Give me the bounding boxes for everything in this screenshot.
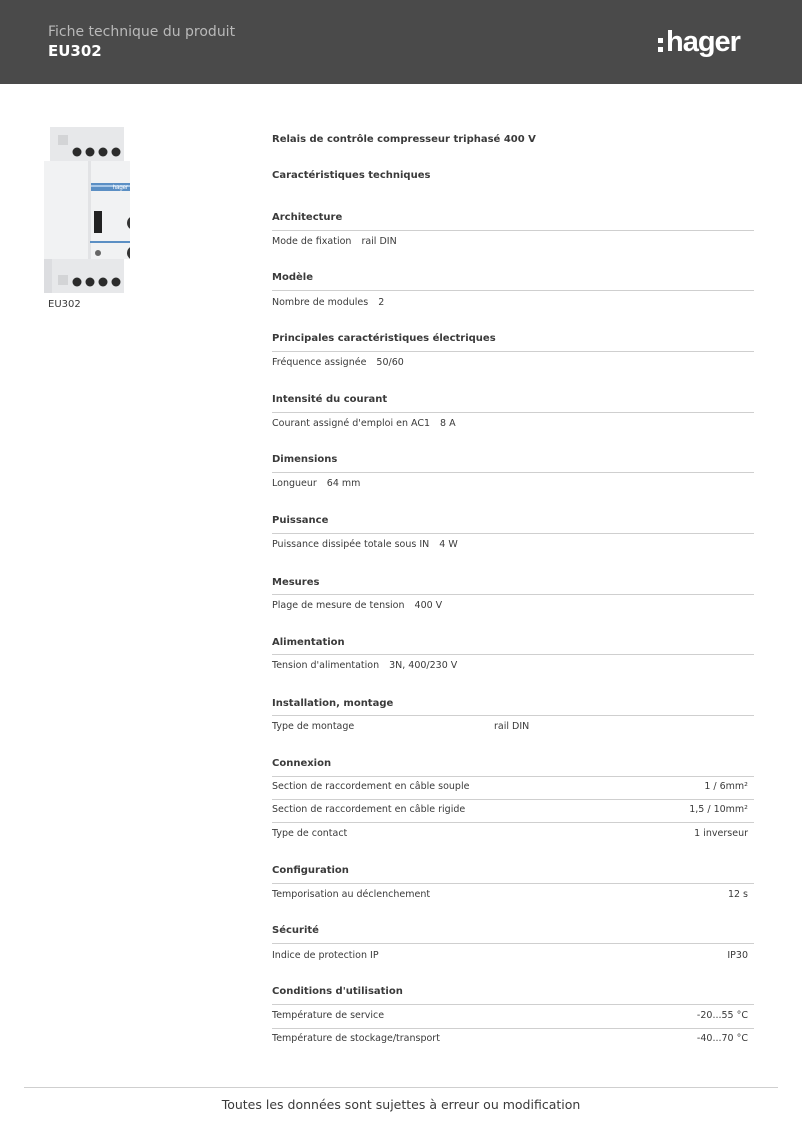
spec-value: 12 s xyxy=(727,889,748,900)
spec-row xyxy=(272,889,754,903)
spec-label: Plage de mesure de tension xyxy=(272,600,405,611)
section-divider xyxy=(272,715,754,716)
spec-label: Courant assigné d'emploi en AC1 xyxy=(272,418,431,429)
section-divider xyxy=(272,230,754,231)
spec-label: Type de montage xyxy=(272,721,355,732)
page-header xyxy=(0,0,802,84)
spec-label: Nombre de modules xyxy=(272,297,369,308)
section-heading: Sécurité xyxy=(272,925,319,936)
section-divider xyxy=(272,533,754,534)
section-divider xyxy=(272,1004,754,1005)
spec-value: -20...55 °C xyxy=(696,1010,748,1021)
row-divider xyxy=(272,799,754,800)
section-heading: Conditions d'utilisation xyxy=(272,986,403,997)
logo-text: hager xyxy=(666,25,740,58)
section-divider xyxy=(272,943,754,944)
spec-label: Tension d'alimentation xyxy=(272,660,380,671)
spec-value: 1 inverseur xyxy=(694,828,748,839)
section-divider xyxy=(272,883,754,884)
spec-row xyxy=(272,721,754,735)
row-divider xyxy=(272,822,754,823)
spec-row xyxy=(272,600,754,614)
section-heading: Puissance xyxy=(272,515,329,526)
footer-disclaimer: Toutes les données sont sujettes à erreur ou modification xyxy=(221,1097,581,1112)
spec-row xyxy=(272,1033,754,1047)
spec-value: 4 W xyxy=(439,539,458,550)
spec-value: 50/60 xyxy=(376,357,404,368)
footer-divider xyxy=(24,1087,778,1088)
spec-row xyxy=(272,539,754,553)
spec-label: Indice de protection IP xyxy=(272,950,379,961)
section-heading: Intensité du courant xyxy=(272,394,388,405)
section-divider xyxy=(272,290,754,291)
spec-value: 1,5 / 10mm² xyxy=(689,804,748,815)
header-subtitle: Fiche technique du produit xyxy=(48,24,236,40)
spec-value: rail DIN xyxy=(361,236,397,247)
spec-row xyxy=(272,660,754,674)
spec-label: Section de raccordement en câble souple xyxy=(272,781,470,792)
spec-value: 64 mm xyxy=(326,478,361,489)
section-divider xyxy=(272,412,754,413)
section-heading: Modèle xyxy=(272,272,313,283)
section-heading: Architecture xyxy=(272,212,343,223)
header-title: EU302 xyxy=(48,42,102,60)
spec-row xyxy=(272,418,754,432)
spec-value: 3N, 400/230 V xyxy=(389,660,458,671)
spec-row xyxy=(272,478,754,492)
spec-label: Température de stockage/transport xyxy=(272,1033,440,1044)
spec-value: 8 A xyxy=(440,418,456,429)
section-heading: Principales caractéristiques électriques xyxy=(272,333,496,344)
spec-label: Mode de fixation xyxy=(272,236,352,247)
device-brand-label: hager xyxy=(112,185,128,191)
spec-row xyxy=(272,804,754,818)
spec-value: rail DIN xyxy=(494,721,530,732)
product-title: Relais de contrôle compresseur triphasé 400 V xyxy=(272,134,536,145)
section-heading: Alimentation xyxy=(272,637,345,648)
spec-label: Temporisation au déclenchement xyxy=(272,889,431,900)
spec-label: Type de contact xyxy=(272,828,348,839)
product-image xyxy=(44,127,130,293)
section-divider xyxy=(272,351,754,352)
section-heading: Connexion xyxy=(272,758,332,769)
spec-value: IP30 xyxy=(727,950,748,961)
characteristics-title: Caractéristiques techniques xyxy=(272,170,431,181)
spec-row xyxy=(272,297,754,311)
section-divider xyxy=(272,776,754,777)
section-divider xyxy=(272,654,754,655)
spec-value: 2 xyxy=(378,297,385,308)
spec-row xyxy=(272,1010,754,1024)
spec-label: Puissance dissipée totale sous IN xyxy=(272,539,430,550)
spec-label: Fréquence assignée xyxy=(272,357,367,368)
spec-label: Longueur xyxy=(272,478,317,489)
logo-dots-icon xyxy=(658,38,663,52)
section-divider xyxy=(272,472,754,473)
row-divider xyxy=(272,1028,754,1029)
hager-logo xyxy=(658,24,740,60)
product-caption: EU302 xyxy=(48,299,81,310)
section-heading: Dimensions xyxy=(272,454,338,465)
spec-row xyxy=(272,828,754,842)
section-divider xyxy=(272,594,754,595)
section-heading: Installation, montage xyxy=(272,698,394,709)
spec-row xyxy=(272,236,754,250)
spec-row xyxy=(272,950,754,964)
spec-row xyxy=(272,781,754,795)
spec-value: -40...70 °C xyxy=(696,1033,748,1044)
spec-label: Section de raccordement en câble rigide xyxy=(272,804,466,815)
spec-label: Température de service xyxy=(272,1010,385,1021)
spec-value: 400 V xyxy=(414,600,443,611)
section-heading: Mesures xyxy=(272,577,320,588)
section-heading: Configuration xyxy=(272,865,349,876)
spec-row xyxy=(272,357,754,371)
spec-value: 1 / 6mm² xyxy=(704,781,748,792)
